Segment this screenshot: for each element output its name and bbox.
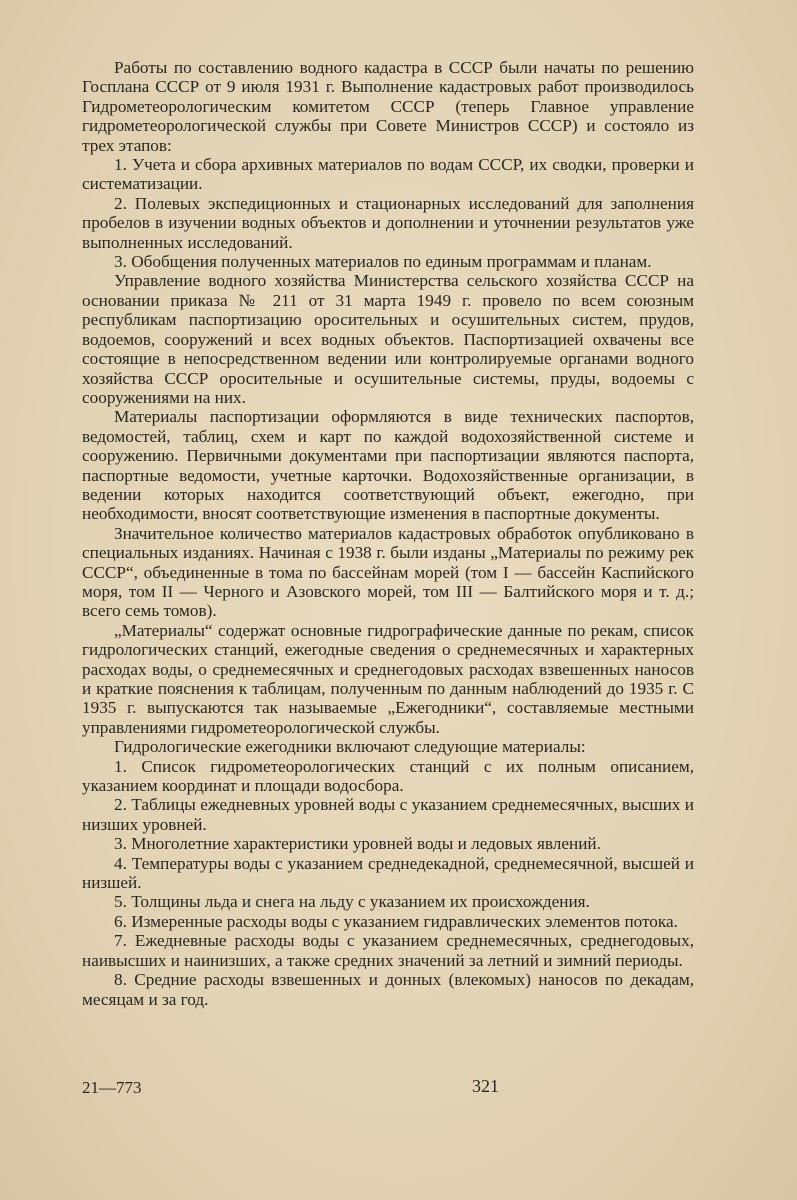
stage-item-2: 2. Полевых экспедиционных и стационарных исследований для заполнения пробелов в изучении водных объектов и дополнении и уточнении результатов уже выполненных исследований. — [82, 193, 694, 252]
signature-mark: 21—773 — [82, 1078, 142, 1097]
yearbook-item-5: 5. Толщины льда и снега на льду с указанием их происхождения. — [114, 892, 590, 912]
body-text — [82, 58, 694, 1009]
paragraph-intro: Работы по составлению водного кадастра в СССР были начаты по решению Госплана СССР от 9 июля 1931 г. Выполнение кадастровых работ производилось Гидрометеорологическим комитетом СССР (теперь Главное управление гидрометеорологической службы при Совете Министров СССР) и состояло из трех этапов: — [82, 58, 694, 155]
yearbook-item-8: 8. Средние расходы взвешенных и донных (влекомых) наносов по декадам, месяцам и за год. — [82, 970, 694, 1009]
paragraph-passport-materials: Материалы паспортизации оформляются в виде технических паспортов, ведомостей, таблиц, схем и карт по каждой водохозяйственной системе и сооружению. Первичными документами при паспортизации являются паспорта, паспортные ведомости, учетные карточки. Водохозяйственные организации, в ведении которых находится соответствующий объект, ежегодно, при необходимости, вносят соответствующие изменения в паспортные документы. — [82, 407, 694, 524]
paragraph-publications: Значительное количество материалов кадастровых обработок опубликовано в специальных изданиях. Начиная с 1938 г. были изданы „Материалы по режиму рек СССР“, объединенные в тома по бассейнам морей (том I — бассейн Каспийского моря, том II — Черного и Азовского морей, том III — Балтийского моря и т. д.; всего семь томов). — [82, 523, 694, 621]
yearbook-item-6: 6. Измеренные расходы воды с указанием гидравлических элементов потока. — [114, 911, 678, 931]
yearbook-item-3: 3. Многолетние характеристики уровней воды и ледовых явлений. — [114, 834, 601, 854]
page-number: 321 — [472, 1076, 499, 1096]
yearbook-item-2: 2. Таблицы ежедневных уровней воды с указанием среднемесячных, высших и низших уровней. — [82, 795, 694, 834]
paragraph-yearbooks-intro: Гидрологические ежегодники включают следующие материалы: — [114, 737, 586, 757]
stage-item-1: 1. Учета и сбора архивных материалов по водам СССР, их сводки, проверки и систематизации. — [82, 155, 694, 194]
paragraph-water-management: Управление водного хозяйства Министерства сельского хозяйства СССР на основании приказа № 211 от 31 марта 1949 г. провело по всем союзным республикам паспортизацию оросительных и осушительных систем, прудов, водоемов, сооружений и всех водных объектов. Паспортизацией охвачены все состоящие в непосредственном ведении или контролируемые органами водного хозяйства СССР оросительные и осушительные системы, пруды, водоемы с сооружениями на них. — [82, 271, 694, 407]
page-footer — [0, 1076, 797, 1100]
stage-item-3: 3. Обобщения полученных материалов по единым программам и планам. — [114, 252, 652, 272]
yearbook-item-7: 7. Ежедневные расходы воды с указанием среднемесячных, среднегодовых, наивысших и наинизших, а также средних значений за летний и зимний периоды. — [82, 931, 694, 970]
paragraph-materials-contents: „Материалы“ содержат основные гидрографические данные по рекам, список гидрологических станций, ежегодные сведения о среднемесячных и характерных расходах воды, о среднемесячных и среднегодовых расходах взвешенных наносов и краткие пояснения к таблицам, полученным по данным наблюдений до 1935 г. С 1935 г. выпускаются так называемые „Ежегодники“, составляемые местными управлениями гидрометеорологической службы. — [82, 620, 694, 737]
yearbook-item-4: 4. Температуры воды с указанием среднедекадной, среднемесячной, высшей и низшей. — [82, 853, 694, 893]
yearbook-item-1: 1. Список гидрометеорологических станций с их полным описанием, указанием координат и площади водосбора. — [82, 756, 694, 796]
